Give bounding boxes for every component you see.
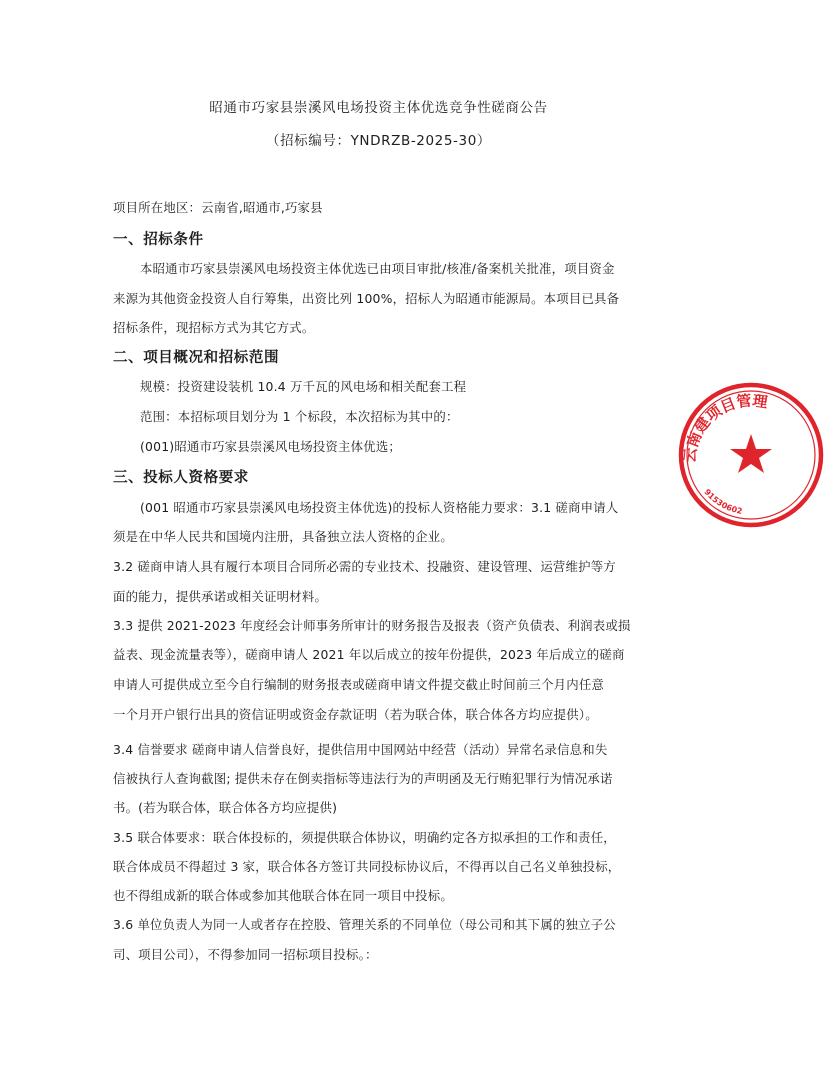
- section-heading-bidder-qualifications: 三、投标人资格要求: [113, 470, 249, 486]
- project-location: 项目所在地区：云南省,昭通市,巧家县: [113, 200, 323, 215]
- paragraph-line: 须是在中华人民共和国境内注册，具备独立法人资格的企业。: [113, 529, 453, 544]
- seal-number-path: 91530602: [702, 487, 744, 517]
- paragraph-line: 也不得组成新的联合体或参加其他联合体在同一项目中投标。: [113, 888, 453, 903]
- paragraph-line: 规模：投资建设装机 10.4 万千瓦的风电场和相关配套工程: [140, 379, 467, 394]
- tender-number: （招标编号：YNDRZB-2025-30）: [265, 133, 491, 149]
- section-heading-project-overview: 二、项目概况和招标范围: [113, 350, 280, 366]
- paragraph-line: 3.6 单位负责人为同一人或者存在控股、管理关系的不同单位（母公司和其下属的独立子公: [113, 917, 616, 932]
- paragraph-line: 3.4 信誉要求 磋商申请人信誉良好，提供信用中国网站中经营（活动）异常名录信息和失: [113, 742, 608, 757]
- paragraph-line: 来源为其他资金投资人自行筹集，出资比列 100%，招标人为昭通市能源局。本项目已具备: [113, 291, 620, 306]
- paragraph-line: 一个月开户银行出具的资信证明或资金存款证明（若为联合体，联合体各方均应提供）。: [113, 707, 598, 722]
- seal-text-path: 云南建项目管理: [680, 391, 769, 464]
- paragraph-line: 申请人可提供成立至今自行编制的财务报表或磋商申请文件提交截止时间前三个月内任意: [113, 677, 605, 692]
- paragraph-line: 司、项目公司），不得参加同一招标项目投标。：: [113, 947, 378, 962]
- paragraph-line: 面的能力，提供承诺或相关证明材料。: [113, 589, 328, 604]
- paragraph-line: 信被执行人查询截图; 提供未存在倒卖指标等违法行为的声明函及无行贿犯罪行为情况承诺: [113, 771, 613, 786]
- seal-star-icon: [730, 434, 772, 473]
- paragraph-line: 招标条件，现招标方式为其它方式。: [113, 320, 315, 335]
- section-heading-tender-conditions: 一、招标条件: [113, 232, 204, 248]
- company-seal: [676, 380, 826, 530]
- paragraph-line: (001 昭通市巧家县崇溪风电场投资主体优选)的投标人资格能力要求：3.1 磋商申请人: [140, 500, 619, 515]
- paragraph-line: 联合体成员不得超过 3 家，联合体各方签订共同投标协议后，不得再以自己名义单独投标，: [113, 859, 621, 874]
- paragraph-line: 益表、现金流量表等），磋商申请人 2021 年以后成立的按年份提供，2023 年后成立的磋商: [113, 647, 625, 662]
- paragraph-line: 3.3 提供 2021-2023 年度经会计师事务所审计的财务报告及报表（资产负债表、利润表或损: [113, 618, 631, 633]
- paragraph-line: 3.5 联合体要求：联合体投标的，须提供联合体协议，明确约定各方拟承担的工作和责任，: [113, 830, 616, 845]
- document-title: 昭通市巧家县崇溪风电场投资主体优选竞争性磋商公告: [209, 100, 548, 116]
- paragraph-line: (001)昭通市巧家县崇溪风电场投资主体优选；: [140, 439, 401, 454]
- paragraph-line: 本昭通市巧家县崇溪风电场投资主体优选已由项目审批/核准/备案机关批准，项目资金: [140, 261, 615, 276]
- paragraph-line: 3.2 磋商申请人具有履行本项目合同所必需的专业技术、投融资、建设管理、运营维护等方: [113, 559, 616, 574]
- paragraph-line: 范围：本招标项目划分为 1 个标段，本次招标为其中的：: [140, 409, 459, 424]
- paragraph-line: 书。(若为联合体，联合体各方均应提供): [113, 800, 338, 815]
